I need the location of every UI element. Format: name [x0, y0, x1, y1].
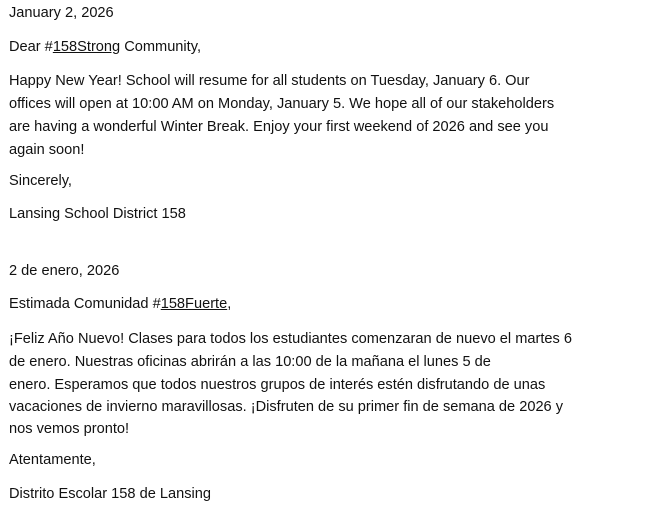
- body-line: offices will open at 10:00 AM on Monday, January 5. We hope all of our stakeholders: [9, 96, 555, 112]
- date: 2 de enero, 2026: [9, 263, 120, 279]
- closing: Sincerely,: [9, 173, 72, 189]
- signature: Lansing School District 158: [9, 206, 186, 222]
- signature: Distrito Escolar 158 de Lansing: [9, 486, 211, 502]
- body-line: ¡Feliz Año Nuevo! Clases para todos los estudiantes comenzaran de nuevo el martes 6: [9, 331, 572, 347]
- body-line: are having a wonderful Winter Break. Enjoy your first weekend of 2026 and see you: [9, 119, 549, 135]
- body-line: nos vemos pronto!: [9, 421, 130, 437]
- body-line: de enero. Nuestras oficinas abrirán a las 10:00 de la mañana el lunes 5 de: [9, 354, 491, 370]
- body-line: enero. Esperamos que todos nuestros grupos de interés estén disfrutando de unas: [9, 377, 546, 393]
- greeting-text: Community,: [120, 39, 201, 55]
- closing: Atentamente,: [9, 452, 96, 468]
- date: January 2, 2026: [9, 5, 114, 21]
- body-line: Happy New Year! School will resume for all students on Tuesday, January 6. Our: [9, 73, 530, 89]
- greeting: [9, 294, 231, 314]
- body-line: vacaciones de invierno maravillosas. ¡Disfruten de su primer fin de semana de 2026 y: [9, 399, 564, 415]
- hashtag-link[interactable]: 158Fuerte: [160, 296, 228, 312]
- hashtag-link[interactable]: 158Strong: [52, 39, 121, 55]
- body-line: again soon!: [9, 142, 85, 158]
- greeting-text: Dear #: [9, 39, 53, 55]
- greeting-text: ,: [227, 296, 232, 312]
- greeting-text: Estimada Comunidad #: [9, 296, 161, 312]
- greeting: [9, 37, 201, 57]
